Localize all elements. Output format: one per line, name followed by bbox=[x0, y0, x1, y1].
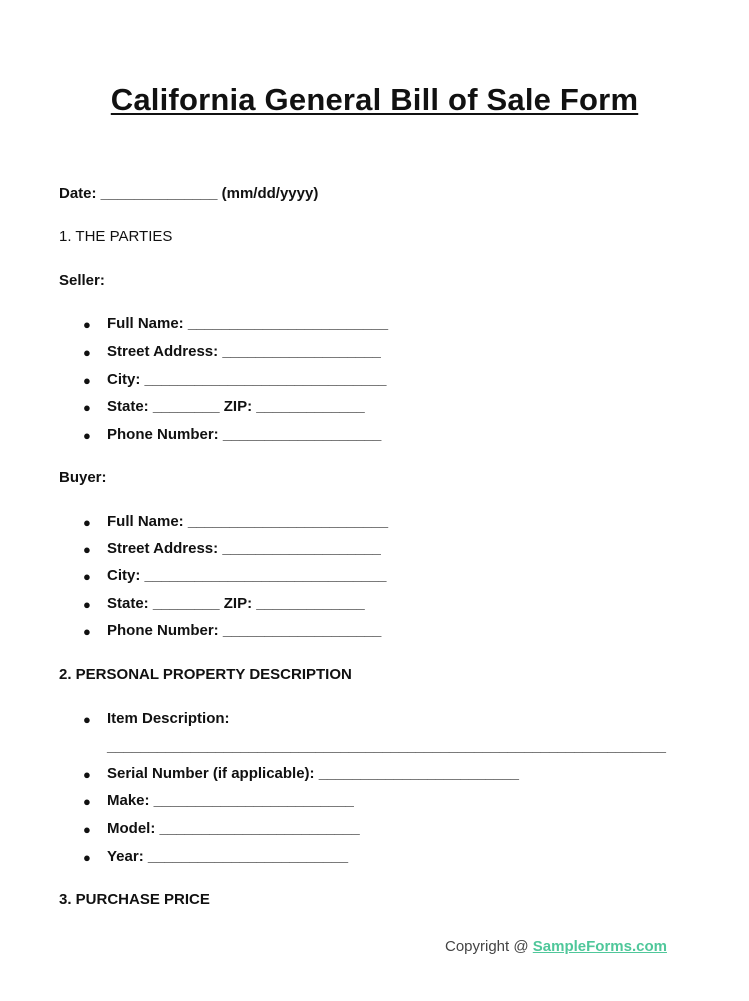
buyer-label: Buyer: bbox=[59, 469, 107, 486]
bullet-icon: ● bbox=[83, 345, 91, 360]
bullet-icon: ● bbox=[83, 428, 91, 443]
item-description-label: Item Description: bbox=[107, 710, 230, 727]
serial-number-field: Serial Number (if applicable): ________________________ bbox=[107, 765, 519, 782]
seller-street-address-field: Street Address: ___________________ bbox=[107, 343, 381, 360]
form-title: California General Bill of Sale Form bbox=[110, 82, 639, 117]
item-description-line: ___________________________________________________________________ bbox=[107, 738, 666, 755]
bullet-icon: ● bbox=[83, 712, 91, 727]
brand-link[interactable]: SampleForms.com bbox=[532, 938, 667, 955]
bullet-icon: ● bbox=[83, 794, 91, 809]
seller-label: Seller: bbox=[59, 272, 105, 289]
seller-full-name-field: Full Name: ________________________ bbox=[107, 315, 389, 332]
bullet-icon: ● bbox=[83, 822, 91, 837]
copyright-prefix: Copyright @ bbox=[445, 938, 533, 955]
seller-city-field: City: _____________________________ bbox=[107, 371, 387, 388]
buyer-full-name-field: Full Name: ________________________ bbox=[107, 513, 389, 530]
make-field: Make: ________________________ bbox=[107, 792, 354, 809]
date-line: Date: ______________ (mm/dd/yyyy) bbox=[59, 185, 319, 202]
year-field: Year: ________________________ bbox=[107, 848, 349, 865]
bullet-icon: ● bbox=[83, 373, 91, 388]
seller-phone-field: Phone Number: ___________________ bbox=[107, 426, 382, 443]
buyer-state-zip-field: State: ________ ZIP: _____________ bbox=[107, 595, 365, 612]
bullet-icon: ● bbox=[83, 515, 91, 530]
copyright-footer bbox=[445, 938, 667, 955]
buyer-city-field: City: _____________________________ bbox=[107, 567, 387, 584]
section-property-heading: 2. PERSONAL PROPERTY DESCRIPTION bbox=[59, 666, 352, 683]
section-parties-heading: 1. THE PARTIES bbox=[59, 228, 173, 245]
bullet-icon: ● bbox=[83, 400, 91, 415]
model-field: Model: ________________________ bbox=[107, 820, 360, 837]
bullet-icon: ● bbox=[83, 569, 91, 584]
seller-state-zip-field: State: ________ ZIP: _____________ bbox=[107, 398, 365, 415]
bullet-icon: ● bbox=[83, 542, 91, 557]
buyer-street-address-field: Street Address: ___________________ bbox=[107, 540, 381, 557]
bullet-icon: ● bbox=[83, 850, 91, 865]
bullet-icon: ● bbox=[83, 317, 91, 332]
section-price-heading: 3. PURCHASE PRICE bbox=[59, 891, 210, 908]
buyer-phone-field: Phone Number: ___________________ bbox=[107, 622, 382, 639]
bullet-icon: ● bbox=[83, 624, 91, 639]
bullet-icon: ● bbox=[83, 597, 91, 612]
bullet-icon: ● bbox=[83, 767, 91, 782]
